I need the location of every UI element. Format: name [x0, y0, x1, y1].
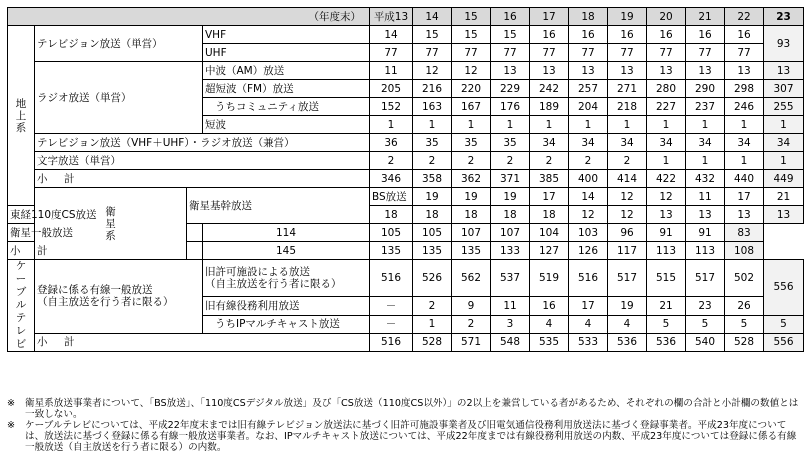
row-label: 小 計: [35, 170, 370, 188]
cell: 220: [452, 80, 491, 98]
row-label: うちコミュニティ放送: [203, 98, 370, 116]
cell: 255: [764, 98, 804, 116]
row-label: 衛星一般放送: [8, 224, 203, 242]
cell: 205: [370, 80, 413, 98]
cell: 13: [686, 62, 725, 80]
cell: 127: [530, 242, 569, 260]
cell: 13: [491, 62, 530, 80]
year-header: 22: [725, 8, 764, 26]
cell: 449: [764, 170, 804, 188]
cell: 77: [530, 44, 569, 62]
cell: 11: [491, 297, 530, 315]
cell: 298: [725, 80, 764, 98]
cell: 13: [764, 62, 804, 80]
row-label-cable-registered: 登録に係る有線一般放送 （自主放送を行う者に限る）: [35, 260, 203, 334]
row-label: UHF: [203, 44, 370, 62]
cell: 3: [491, 315, 530, 333]
cell: 13: [647, 206, 686, 224]
cell: 133: [491, 242, 530, 260]
row-label: 小 計: [35, 333, 370, 351]
footnote: [7, 398, 805, 420]
cell: 2: [608, 152, 647, 170]
cell: 5: [725, 315, 764, 333]
row-label: 東経110度CS放送: [8, 206, 35, 224]
cell: 528: [413, 333, 452, 351]
cell: 18: [491, 206, 530, 224]
cell: 12: [452, 62, 491, 80]
subtotal-row: [8, 242, 804, 260]
year-header: 19: [608, 8, 647, 26]
subtotal-row: [8, 333, 804, 351]
cell: 2: [530, 152, 569, 170]
cell: 12: [413, 62, 452, 80]
cell: 91: [647, 224, 686, 242]
cell: 12: [608, 206, 647, 224]
cell: 35: [413, 134, 452, 152]
footnote-mark: ※: [7, 420, 16, 431]
header-row: [8, 8, 804, 26]
row-label: BS放送: [370, 188, 413, 206]
row-label: 旧有線役務利用放送: [203, 297, 370, 315]
cell: 571: [452, 333, 491, 351]
cell: 108: [725, 242, 764, 260]
cell: 2: [413, 152, 452, 170]
broadcast-operators-table: [7, 7, 804, 352]
year-header: 16: [491, 8, 530, 26]
cell: 96: [608, 224, 647, 242]
cell: 19: [608, 297, 647, 315]
cell: 135: [413, 242, 452, 260]
cell: 12: [647, 188, 686, 206]
cell: 385: [530, 170, 569, 188]
cell: 77: [413, 44, 452, 62]
table-row: [8, 260, 804, 297]
cell: 1: [686, 116, 725, 134]
cell: 16: [569, 26, 608, 44]
row-label: テレビジョン放送（VHF＋UHF）・ラジオ放送（兼営）: [35, 134, 370, 152]
cell: 23: [686, 297, 725, 315]
cell-merged-2023: 93: [764, 26, 804, 62]
cell: 14: [370, 26, 413, 44]
cell: 34: [686, 134, 725, 152]
table-row: [8, 152, 804, 170]
cell: 77: [491, 44, 530, 62]
cell: 280: [647, 80, 686, 98]
cell: 13: [608, 62, 647, 80]
cell: 113: [686, 242, 725, 260]
cell: 432: [686, 170, 725, 188]
cell: 537: [491, 260, 530, 297]
cell: 11: [686, 188, 725, 206]
footnote-text: ケーブルテレビについては、平成22年度末までは旧有線テレビジョン放送法に基づく旧許可施設事業者及び旧電気通信役務利用放送法に基づく登録事業者。平成23年度については、放送法に基づく登録に係る有線一般放送事業者。なお、IPマルチキャスト放送については、平成22年度までは有線役務利用放送の内数、平成23年度については登録に係る有線一般放送（自主放送を行う者に限る）の内数。: [25, 420, 797, 453]
row-label: 文字放送（単営）: [35, 152, 370, 170]
cell: 18: [452, 206, 491, 224]
cell: 2: [452, 152, 491, 170]
row-label: ラジオ放送（単営）: [35, 62, 203, 134]
year-header: 17: [530, 8, 569, 26]
cell: 516: [569, 260, 608, 297]
cell: 246: [725, 98, 764, 116]
row-label: 衛星基幹放送: [187, 188, 370, 224]
year-header: 21: [686, 8, 725, 26]
cell: 13: [725, 62, 764, 80]
cell: －: [370, 315, 413, 333]
cell: 77: [608, 44, 647, 62]
cell: 540: [686, 333, 725, 351]
cell: 1: [452, 116, 491, 134]
cell: 34: [569, 134, 608, 152]
cell: 528: [725, 333, 764, 351]
cell: 34: [530, 134, 569, 152]
row-label: 中波（AM）放送: [203, 62, 370, 80]
cell: 91: [686, 224, 725, 242]
cell: 16: [608, 26, 647, 44]
cell: 77: [725, 44, 764, 62]
cell: 229: [491, 80, 530, 98]
footnote-text: 衛星系放送事業者について、「BS放送」、「110度CSデジタル放送」及び「CS放送（110度CS以外）」の2以上を兼営している者があるため、それぞれの欄の合計と小計欄の数値とは一致しない。: [25, 398, 799, 420]
cell: 422: [647, 170, 686, 188]
cell: 16: [530, 26, 569, 44]
cell: 1: [647, 116, 686, 134]
cell: 16: [530, 297, 569, 315]
footnotes: [7, 398, 805, 453]
cell: 34: [764, 134, 804, 152]
cell: 1: [608, 116, 647, 134]
cell: 18: [530, 206, 569, 224]
cell-merged-2023: 556: [764, 260, 804, 316]
cell: 77: [370, 44, 413, 62]
cell: 204: [569, 98, 608, 116]
row-label: 旧許可施設による放送 （自主放送を行う者に限る）: [203, 260, 370, 297]
cell: 77: [569, 44, 608, 62]
cell: 17: [569, 297, 608, 315]
cell: 1: [725, 152, 764, 170]
cell: 13: [569, 62, 608, 80]
cell: 1: [647, 152, 686, 170]
cell: 237: [686, 98, 725, 116]
cell: 2: [452, 315, 491, 333]
cell: 516: [370, 333, 413, 351]
cell: 16: [647, 26, 686, 44]
cell: 216: [413, 80, 452, 98]
cell: 12: [569, 206, 608, 224]
cell: 1: [764, 152, 804, 170]
cell: 113: [647, 242, 686, 260]
cell: 105: [413, 224, 452, 242]
cell: 152: [370, 98, 413, 116]
cell: 517: [608, 260, 647, 297]
cell: 2: [370, 152, 413, 170]
cell: 16: [686, 26, 725, 44]
cell: 21: [764, 188, 804, 206]
cell: 13: [530, 62, 569, 80]
cell: 105: [370, 224, 413, 242]
cell: 13: [647, 62, 686, 80]
cell: 533: [569, 333, 608, 351]
cell: 502: [725, 260, 764, 297]
group-label-terrestrial: 地 上 系: [8, 26, 35, 206]
cell: 227: [647, 98, 686, 116]
year-header: 20: [647, 8, 686, 26]
cell: 5: [764, 315, 804, 333]
cell: 9: [452, 297, 491, 315]
cell: 2: [569, 152, 608, 170]
cell: 290: [686, 80, 725, 98]
cell: 15: [413, 26, 452, 44]
cell: 34: [725, 134, 764, 152]
cell: 1: [725, 116, 764, 134]
year-header: 23: [764, 8, 804, 26]
cell: 257: [569, 80, 608, 98]
cell: 104: [530, 224, 569, 242]
table-row: [8, 134, 804, 152]
table-row: [8, 62, 804, 80]
cell: 77: [686, 44, 725, 62]
cell: 13: [764, 206, 804, 224]
cell: 135: [370, 242, 413, 260]
cell: 440: [725, 170, 764, 188]
cell: 107: [452, 224, 491, 242]
year-header: 平成13: [370, 8, 413, 26]
cell: 26: [725, 297, 764, 315]
cell: 18: [370, 206, 413, 224]
cell: 562: [452, 260, 491, 297]
cell: 35: [491, 134, 530, 152]
cell: 358: [413, 170, 452, 188]
cell: 536: [608, 333, 647, 351]
cell: 519: [530, 260, 569, 297]
cell: 1: [569, 116, 608, 134]
cell: 35: [452, 134, 491, 152]
cell: 13: [725, 206, 764, 224]
cell: 1: [370, 116, 413, 134]
cell: 2: [491, 152, 530, 170]
cell: 34: [608, 134, 647, 152]
cell: 19: [491, 188, 530, 206]
cell: 4: [569, 315, 608, 333]
cell: 1: [686, 152, 725, 170]
cell: 307: [764, 80, 804, 98]
cell: 536: [647, 333, 686, 351]
row-label: 短波: [203, 116, 370, 134]
cell: 548: [491, 333, 530, 351]
fiscal-year-end-label: （年度末）: [8, 8, 370, 26]
cell: 34: [647, 134, 686, 152]
cell: 145: [203, 242, 370, 260]
row-label: テレビジョン放送（単営）: [35, 26, 203, 62]
cell: 2: [413, 297, 452, 315]
row-label: 超短波（FM）放送: [203, 80, 370, 98]
cell: 4: [530, 315, 569, 333]
cell: 19: [452, 188, 491, 206]
table-row: [8, 26, 804, 44]
table-row: [8, 188, 804, 206]
cell: 77: [647, 44, 686, 62]
row-label: VHF: [203, 26, 370, 44]
cell: 36: [370, 134, 413, 152]
cell: 19: [413, 188, 452, 206]
cell: 371: [491, 170, 530, 188]
cell: 218: [608, 98, 647, 116]
cell: 1: [413, 116, 452, 134]
cell: 526: [413, 260, 452, 297]
group-label-cable: ケ ー ブ ル テ レ ビ: [8, 260, 35, 352]
cell: 5: [647, 315, 686, 333]
cell: 535: [530, 333, 569, 351]
cell: 516: [370, 260, 413, 297]
cell: 126: [569, 242, 608, 260]
year-header: 15: [452, 8, 491, 26]
cell: 515: [647, 260, 686, 297]
cell: 117: [608, 242, 647, 260]
cell: 167: [452, 98, 491, 116]
cell: －: [370, 297, 413, 315]
row-label: うちIPマルチキャスト放送: [203, 315, 370, 333]
cell: 517: [686, 260, 725, 297]
cell: 1: [413, 315, 452, 333]
cell: 556: [764, 333, 804, 351]
footnote: [7, 420, 805, 453]
footnote-mark: ※: [7, 398, 16, 409]
cell: 12: [608, 188, 647, 206]
cell: 271: [608, 80, 647, 98]
subtotal-row: [8, 170, 804, 188]
cell: 21: [647, 297, 686, 315]
cell: 16: [725, 26, 764, 44]
group-label-satellite: 衛 星 系: [35, 188, 187, 260]
cell: 15: [491, 26, 530, 44]
cell: 15: [452, 26, 491, 44]
row-label: 小 計: [8, 242, 203, 260]
cell: 400: [569, 170, 608, 188]
cell: 135: [452, 242, 491, 260]
cell: 77: [452, 44, 491, 62]
table-row: [8, 224, 804, 242]
cell: 189: [530, 98, 569, 116]
cell: 11: [370, 62, 413, 80]
cell: 414: [608, 170, 647, 188]
cell: 1: [764, 116, 804, 134]
cell: 4: [608, 315, 647, 333]
cell: 176: [491, 98, 530, 116]
cell: 1: [491, 116, 530, 134]
year-header: 14: [413, 8, 452, 26]
cell: 5: [686, 315, 725, 333]
cell: 83: [725, 224, 764, 242]
cell: 163: [413, 98, 452, 116]
cell: 13: [686, 206, 725, 224]
cell: 18: [413, 206, 452, 224]
cell: 362: [452, 170, 491, 188]
cell: 14: [569, 188, 608, 206]
cell: 17: [725, 188, 764, 206]
cell: 1: [530, 116, 569, 134]
cell: 107: [491, 224, 530, 242]
year-header: 18: [569, 8, 608, 26]
cell: 103: [569, 224, 608, 242]
cell: 242: [530, 80, 569, 98]
cell: 346: [370, 170, 413, 188]
cell: 17: [530, 188, 569, 206]
cell: 114: [203, 224, 370, 242]
